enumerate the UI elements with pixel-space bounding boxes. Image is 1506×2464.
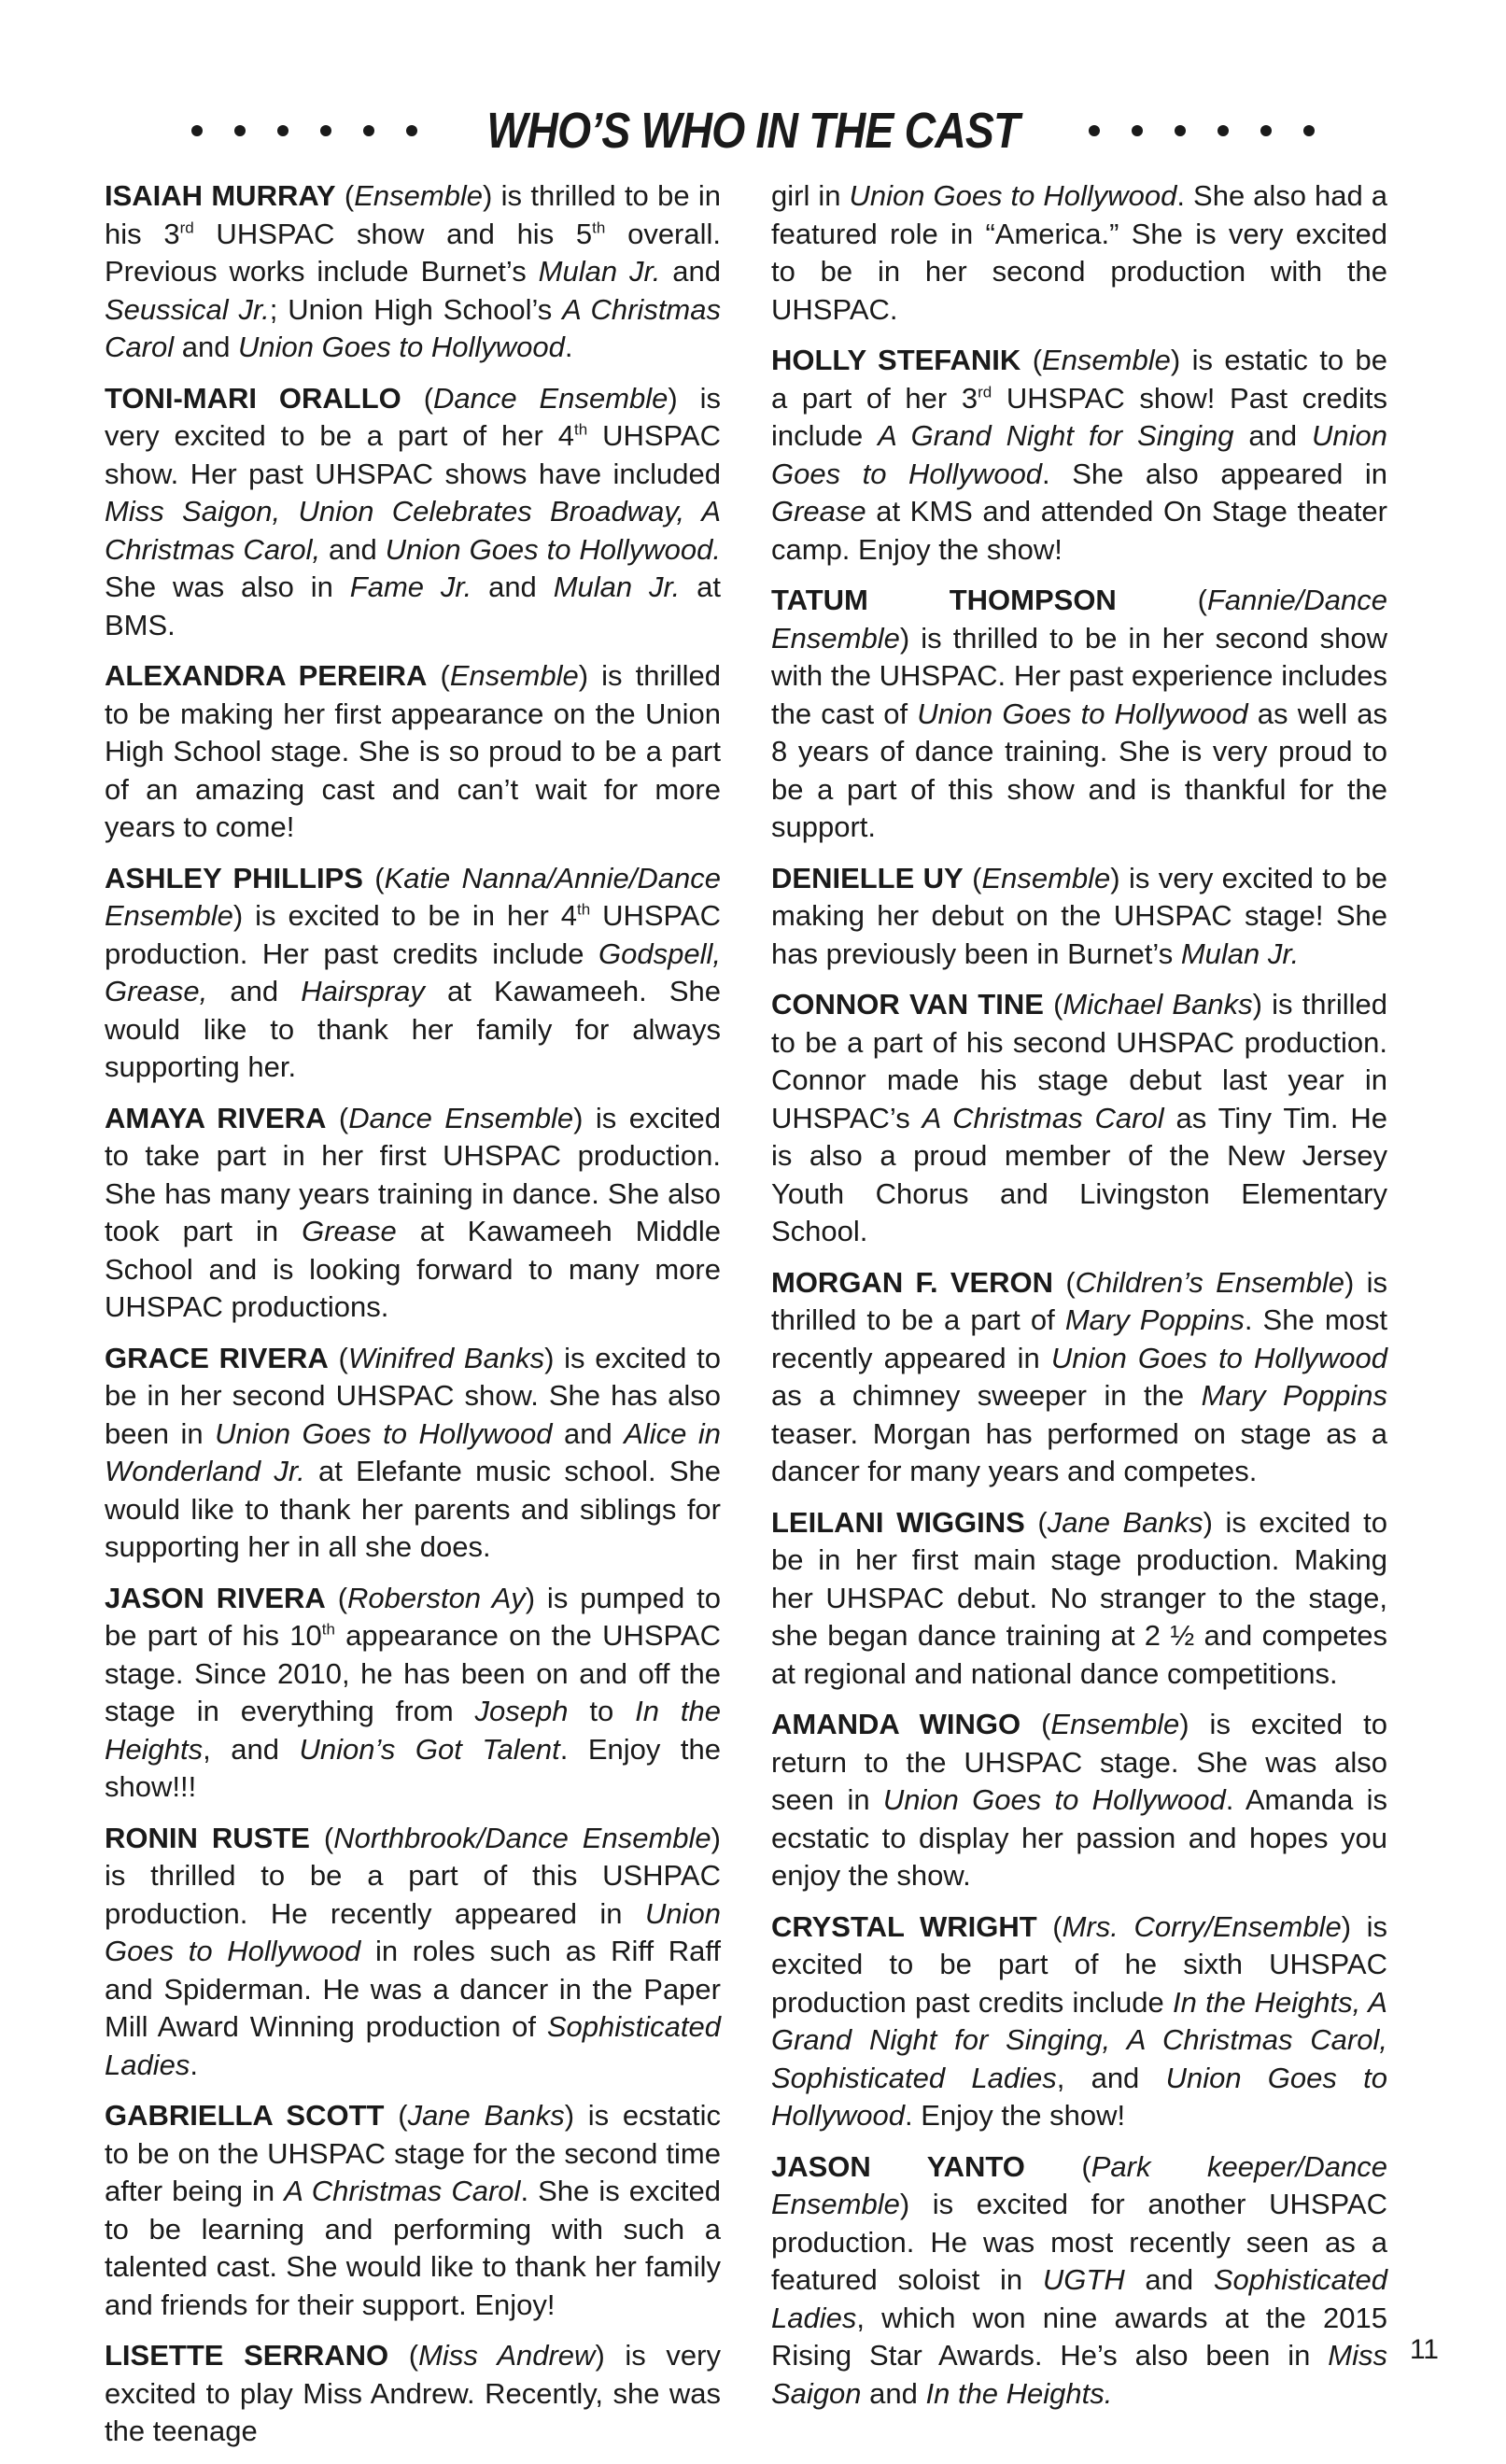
cast-bio-text: (Jane Banks) is excited to be in her first main stage production. Making her UHSPAC debut. No stranger to the stage, she began dance training at 2 ½ and competes at regional and national dance competitions.	[771, 1505, 1388, 1690]
bullet-dot-icon	[1303, 125, 1315, 136]
bullet-dot-icon	[320, 125, 331, 136]
cast-member-name: CONNOR VAN TINE	[771, 988, 1044, 1021]
cast-bio-entry	[771, 1264, 1387, 1491]
cast-bio-entry	[771, 582, 1387, 847]
bullet-dot-icon	[277, 125, 289, 136]
right-column	[771, 177, 1387, 2426]
cast-bio-entry	[105, 1340, 721, 1567]
cast-bio-text: (Fannie/Dance Ensemble) is thrilled to be in her second show with the UHSPAC. Her past experience includes the cast of Union Goes to Hollywood as well as 8 years of dance training. She is very proud to be a part of this show and is thankful for the support.	[771, 584, 1387, 843]
cast-member-name: DENIELLE UY	[771, 861, 964, 894]
decorative-dots-right	[1089, 125, 1315, 136]
cast-bio-entry	[105, 177, 721, 367]
cast-member-name: AMANDA WINGO	[771, 1708, 1021, 1740]
cast-bio-entry	[105, 1820, 721, 2085]
cast-bio-entry	[771, 860, 1387, 974]
cast-bio-text: (Ensemble) is estatic to be a part of her 3rd UHSPAC show! Past credits include A Grand Night for Singing and Union Goes to Hollywood. She also appeared in Grease at KMS and attended On Stage theater camp. Enjoy the show!	[771, 344, 1387, 566]
cast-bio-text: (Michael Banks) is thrilled to be a part of his second UHSPAC production. Connor made his stage debut last year in UHSPAC’s A Christmas Carol as Tiny Tim. He is also a proud member of the New Jersey Youth Chorus and Livingston Elementary School.	[771, 988, 1387, 1247]
cast-member-name: TATUM THOMPSON	[771, 584, 1117, 616]
bullet-dot-icon	[234, 125, 246, 136]
bullet-dot-icon	[1089, 125, 1100, 136]
cast-bio-text: (Ensemble) is excited to return to the UHSPAC stage. She was also seen in Union Goes to Hollywood. Amanda is ecstatic to display her passion and hopes you enjoy the show.	[771, 1708, 1388, 1892]
cast-member-name: LEILANI WIGGINS	[771, 1505, 1025, 1539]
cast-bio-entry	[771, 1908, 1387, 2135]
cast-bio-text: (Ensemble) is thrilled to be making her first appearance on the Union High School stage. She is so proud to be a part of an amazing cast and can’t wait for more years to come!	[105, 659, 721, 843]
page-number: 11	[1409, 2334, 1439, 2365]
cast-bio-entry	[771, 1504, 1387, 1694]
cast-bio-entry	[771, 986, 1387, 1251]
cast-bio-text: (Ensemble) is very excited to be making her debut on the UHSPAC stage! She has previously been in Burnet’s Mulan Jr.	[771, 861, 1387, 970]
bullet-dot-icon	[363, 125, 374, 136]
left-column	[105, 177, 721, 2464]
cast-bio-text: (Children’s Ensemble) is thrilled to be a part of Mary Poppins. She most recently appeared in Union Goes to Hollywood as a chimney sweeper in the Mary Poppins teaser. Morgan has performed on stage as a dancer for many years and competes.	[771, 1265, 1388, 1487]
cast-member-name: GABRIELLA SCOTT	[105, 2099, 385, 2132]
cast-bio-text: (Ensemble) is thrilled to be in his 3rd UHSPAC show and his 5th overall. Previous works include Burnet’s Mulan Jr. and Seussical Jr.; Union High School’s A Christmas Carol and Union Goes to Hollywood.	[105, 179, 722, 363]
cast-bio-entry	[771, 1706, 1387, 1895]
cast-bio-text: (Jane Banks) is ecstatic to be on the UHSPAC stage for the second time after being in A Christmas Carol. She is excited to be learning and performing with such a talented cast. She would like to thank her family and friends for their support. Enjoy!	[105, 2099, 722, 2321]
cast-member-name: CRYSTAL WRIGHT	[771, 1909, 1037, 1943]
cast-member-name: JASON YANTO	[771, 2149, 1025, 2183]
cast-bio-entry	[105, 657, 721, 847]
cast-member-name: LISETTE SERRANO	[105, 2339, 389, 2372]
cast-member-name: RONIN RUSTE	[105, 1821, 310, 1854]
cast-member-name: ASHLEY PHILLIPS	[105, 861, 363, 894]
cast-bio-text: (Katie Nanna/Annie/Dance Ensemble) is excited to be in her 4th UHSPAC production. Her past credits include Godspell, Grease, and Hairspray at Kawameeh. She would like to thank her family for always supporting her.	[105, 861, 721, 1083]
bullet-dot-icon	[1175, 125, 1186, 136]
cast-bio-entry	[105, 2337, 721, 2451]
bullet-dot-icon	[1217, 125, 1229, 136]
cast-member-name: HOLLY STEFANIK	[771, 344, 1021, 376]
cast-bio-text: (Northbrook/Dance Ensemble) is thrilled to be a part of this USHPAC production. He recently appeared in Union Goes to Hollywood in roles such as Riff Raff and Spiderman. He was a dancer in the Paper Mill Award Winning production of Sophisticated Ladies.	[105, 1821, 722, 2081]
page-title: WHO’S WHO IN THE CAST	[486, 103, 1020, 159]
cast-member-name: TONI-MARI ORALLO	[105, 381, 401, 415]
cast-member-name: ALEXANDRA PEREIRA	[105, 659, 428, 692]
cast-bio-text: (Miss Andrew) is very excited to play Miss Andrew. Recently, she was the teenage	[105, 2339, 721, 2447]
cast-member-name: GRACE RIVERA	[105, 1341, 329, 1374]
cast-bio-text: (Roberston Ay) is pumped to be part of his 10th appearance on the UHSPAC stage. Since 2010, he has been on and off the stage in everything from Joseph to In the Heights, and Union’s Got Talent. Enjoy the show!!!	[105, 1581, 722, 1803]
bullet-dot-icon	[191, 125, 203, 136]
bullet-dot-icon	[1260, 125, 1272, 136]
cast-member-name: AMAYA RIVERA	[105, 1101, 327, 1134]
cast-bio-text: (Winifred Banks) is excited to be in her second UHSPAC show. She has also been in Union Goes to Hollywood and Alice in Wonderland Jr. at Elefante music school. She would like to thank her parents and siblings for supporting her in all she does.	[105, 1341, 721, 1563]
cast-bio-entry	[105, 1100, 721, 1327]
cast-bio-text: (Dance Ensemble) is excited to take part in her first UHSPAC production. She has many years training in dance. She also took part in Grease at Kawameeh Middle School and is looking forward to many more UHSPAC productions.	[105, 1101, 722, 1323]
cast-bio-entry	[771, 177, 1387, 329]
section-header	[0, 93, 1506, 168]
cast-bio-entry	[105, 2097, 721, 2324]
decorative-dots-left	[191, 125, 417, 136]
cast-member-name: JASON RIVERA	[105, 1581, 326, 1614]
bullet-dot-icon	[1132, 125, 1143, 136]
cast-bio-entry	[105, 380, 721, 645]
cast-bio-text: (Mrs. Corry/Ensemble) is excited to be part of he sixth UHSPAC production past credits include In the Heights, A Grand Night for Singing, A Christmas Carol, Sophisticated Ladies, and Union Goes to Hollywood. Enjoy the show!	[771, 1909, 1388, 2132]
cast-bio-entry	[771, 2148, 1387, 2414]
cast-bio-text: girl in Union Goes to Hollywood. She also had a featured role in “America.” She is very excited to be in her second production with the UHSPAC.	[771, 179, 1388, 326]
cast-bio-text: (Park keeper/Dance Ensemble) is excited for another UHSPAC production. He was most recently seen as a featured soloist in UGTH and Sophisticated Ladies, which won nine awards at the 2015 Rising Star Awards. He’s also been in Miss Saigon and In the Heights.	[771, 2149, 1387, 2410]
cast-member-name: MORGAN F. VERON	[771, 1265, 1054, 1299]
cast-bio-text: (Dance Ensemble) is very excited to be a part of her 4th UHSPAC show. Her past UHSPAC shows have included Miss Saigon, Union Celebrates Broadway, A Christmas Carol, and Union Goes to Hollywood. She was also in Fame Jr. and Mulan Jr. at BMS.	[105, 381, 722, 641]
bullet-dot-icon	[406, 125, 417, 136]
cast-member-name: ISAIAH MURRAY	[105, 179, 336, 212]
cast-bio-entry	[105, 1580, 721, 1807]
cast-bio-entry	[771, 342, 1387, 569]
cast-bio-entry	[105, 860, 721, 1087]
